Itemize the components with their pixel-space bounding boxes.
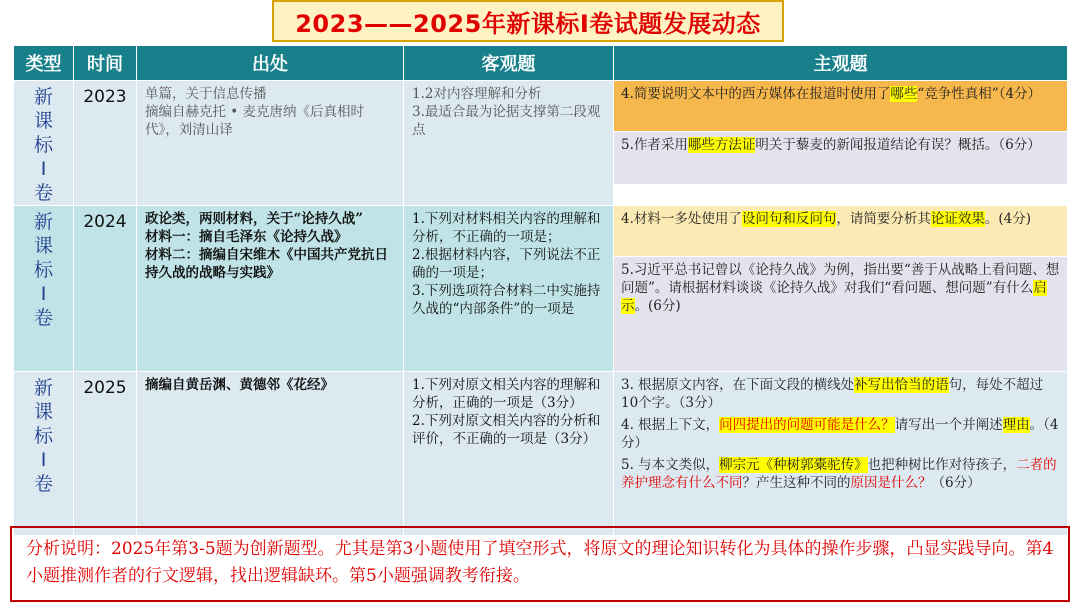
row-objective: 1.下列对材料相关内容的理解和分析，不正确的一项是； 2.根据材料内容，下列说法不正确的一项是； 3.下列选项符合材料二中实施持久战的“内部条件”的一项是 (404, 206, 614, 372)
subjective-text-segment: 。（4分） (621, 417, 1059, 451)
subjective-text-segment: 原因是什么？ (850, 475, 932, 491)
subjective-text-segment: 柳宗元《种树郭橐驼传》 (719, 457, 868, 473)
row-year: 2024 (74, 206, 137, 372)
subjective-text-segment: （6分） (931, 475, 981, 491)
subjective-text-segment: 理由 (1002, 417, 1030, 433)
row-source: 政论类，两则材料，关于“论持久战” 材料一：摘自毛泽东《论持久战》 材料二：摘编自宋维木《中国共产党抗日持久战的战略与实践》 (137, 206, 404, 372)
subjective-text-segment: ？产生这种不同的 (742, 475, 851, 491)
subjective-text-segment: 5. 与本文类似， (621, 457, 720, 473)
type-text: 新课标Ⅰ卷 (33, 211, 53, 329)
subjective-text-segment: 哪些 (890, 86, 918, 102)
subjective-text-segment: 补写出恰当的语 (854, 377, 949, 393)
table-header-row (14, 46, 1068, 81)
subjective-item (614, 456, 1067, 496)
subjective-text-segment: 哪些方法证 (687, 137, 756, 153)
table-row (14, 81, 1068, 206)
subjective-text-segment: 句，每处不超过10个字。（3分） (621, 377, 1044, 411)
header-source: 出处 (137, 46, 404, 81)
subjective-text-segment: 请写出一个并阐述 (894, 417, 1003, 433)
subjective-item (614, 131, 1067, 184)
type-text: 新课标Ⅰ卷 (33, 377, 53, 495)
subjective-text-segment: 明关于藜麦的新闻报道结论有误？概括。（6分） (755, 137, 1041, 153)
subjective-text-segment: 5.作者采用 (621, 137, 688, 153)
subjective-item (614, 206, 1067, 256)
row-source: 单篇，关于信息传播 摘编自赫克托 • 麦克唐纳《后真相时代》，刘清山译 (137, 81, 404, 206)
subjective-text-segment: 也把种树比作对待孩子， (867, 457, 1017, 473)
subjective-text-segment: 论证效果 (930, 211, 985, 227)
subjective-text-segment: 3. 根据原文内容，在下面文段的横线处 (621, 377, 855, 393)
subjective-text-segment: 二者的养护理念有什么不同 (621, 457, 1057, 491)
row-type (14, 81, 74, 206)
header-time: 时间 (74, 46, 137, 81)
subjective-text-segment: 。(4分) (984, 211, 1032, 227)
row-objective: 1.2对内容理解和分析 3.最适合最为论据支撑第二段观点 (404, 81, 614, 206)
subjective-text-segment: 。(6分) (634, 298, 681, 314)
row-type (14, 206, 74, 372)
table-row (14, 206, 1068, 372)
row-subjective (614, 81, 1068, 206)
subjective-text-segment: 设问句和反问句 (741, 211, 837, 227)
subjective-text-segment: 问四提出的问题可能是什么？ (719, 417, 895, 433)
subjective-text-segment: 4.简要说明文本中的西方媒体在报道时使用了 (621, 86, 891, 102)
header-type: 类型 (14, 46, 74, 81)
subjective-text-segment: 4. 根据上下文， (621, 417, 720, 433)
subjective-item (614, 256, 1067, 371)
row-year: 2025 (74, 372, 137, 536)
row-type (14, 372, 74, 536)
type-text: 新课标Ⅰ卷 (33, 86, 53, 204)
row-subjective (614, 372, 1068, 536)
subjective-item (614, 81, 1067, 131)
row-year: 2023 (74, 81, 137, 206)
analysis-note: 分析说明：2025年第3-5题为创新题型。尤其是第3小题使用了填空形式，将原文的理论知识转化为具体的操作步骤，凸显实践导向。第4小题推测作者的行文逻辑，找出逻辑缺环。第5小题强调教考衔接。 (10, 526, 1070, 602)
header-objective: 客观题 (404, 46, 614, 81)
title-banner (272, 0, 784, 42)
exam-table (13, 45, 1068, 536)
subjective-text-segment: “竞争性真相”（4分） (917, 86, 1042, 102)
subjective-text-segment: 启示 (621, 280, 1047, 314)
subjective-text-segment: 4.材料一多处使用了 (621, 211, 742, 227)
row-source: 摘编自黄岳渊、黄德邻《花经》 (137, 372, 404, 536)
subjective-item (614, 416, 1067, 456)
page-title: 2023——2025年新课标Ⅰ卷试题发展动态 (295, 9, 761, 38)
subjective-text-segment: 5.习近平总书记曾以《论持久战》为例，指出要“善于从战略上看问题、想问题”。请根据材料谈谈《论持久战》对我们“看问题、想问题”有什么 (621, 262, 1060, 296)
subjective-text-segment: ，请简要分析其 (836, 211, 931, 227)
table-row (14, 372, 1068, 536)
subjective-item (614, 372, 1067, 416)
header-subjective: 主观题 (614, 46, 1068, 81)
row-objective: 1.下列对原文相关内容的理解和分析，正确的一项是（3分） 2.下列对原文相关内容的分析和评价，不正确的一项是（3分） (404, 372, 614, 536)
row-subjective (614, 206, 1068, 372)
